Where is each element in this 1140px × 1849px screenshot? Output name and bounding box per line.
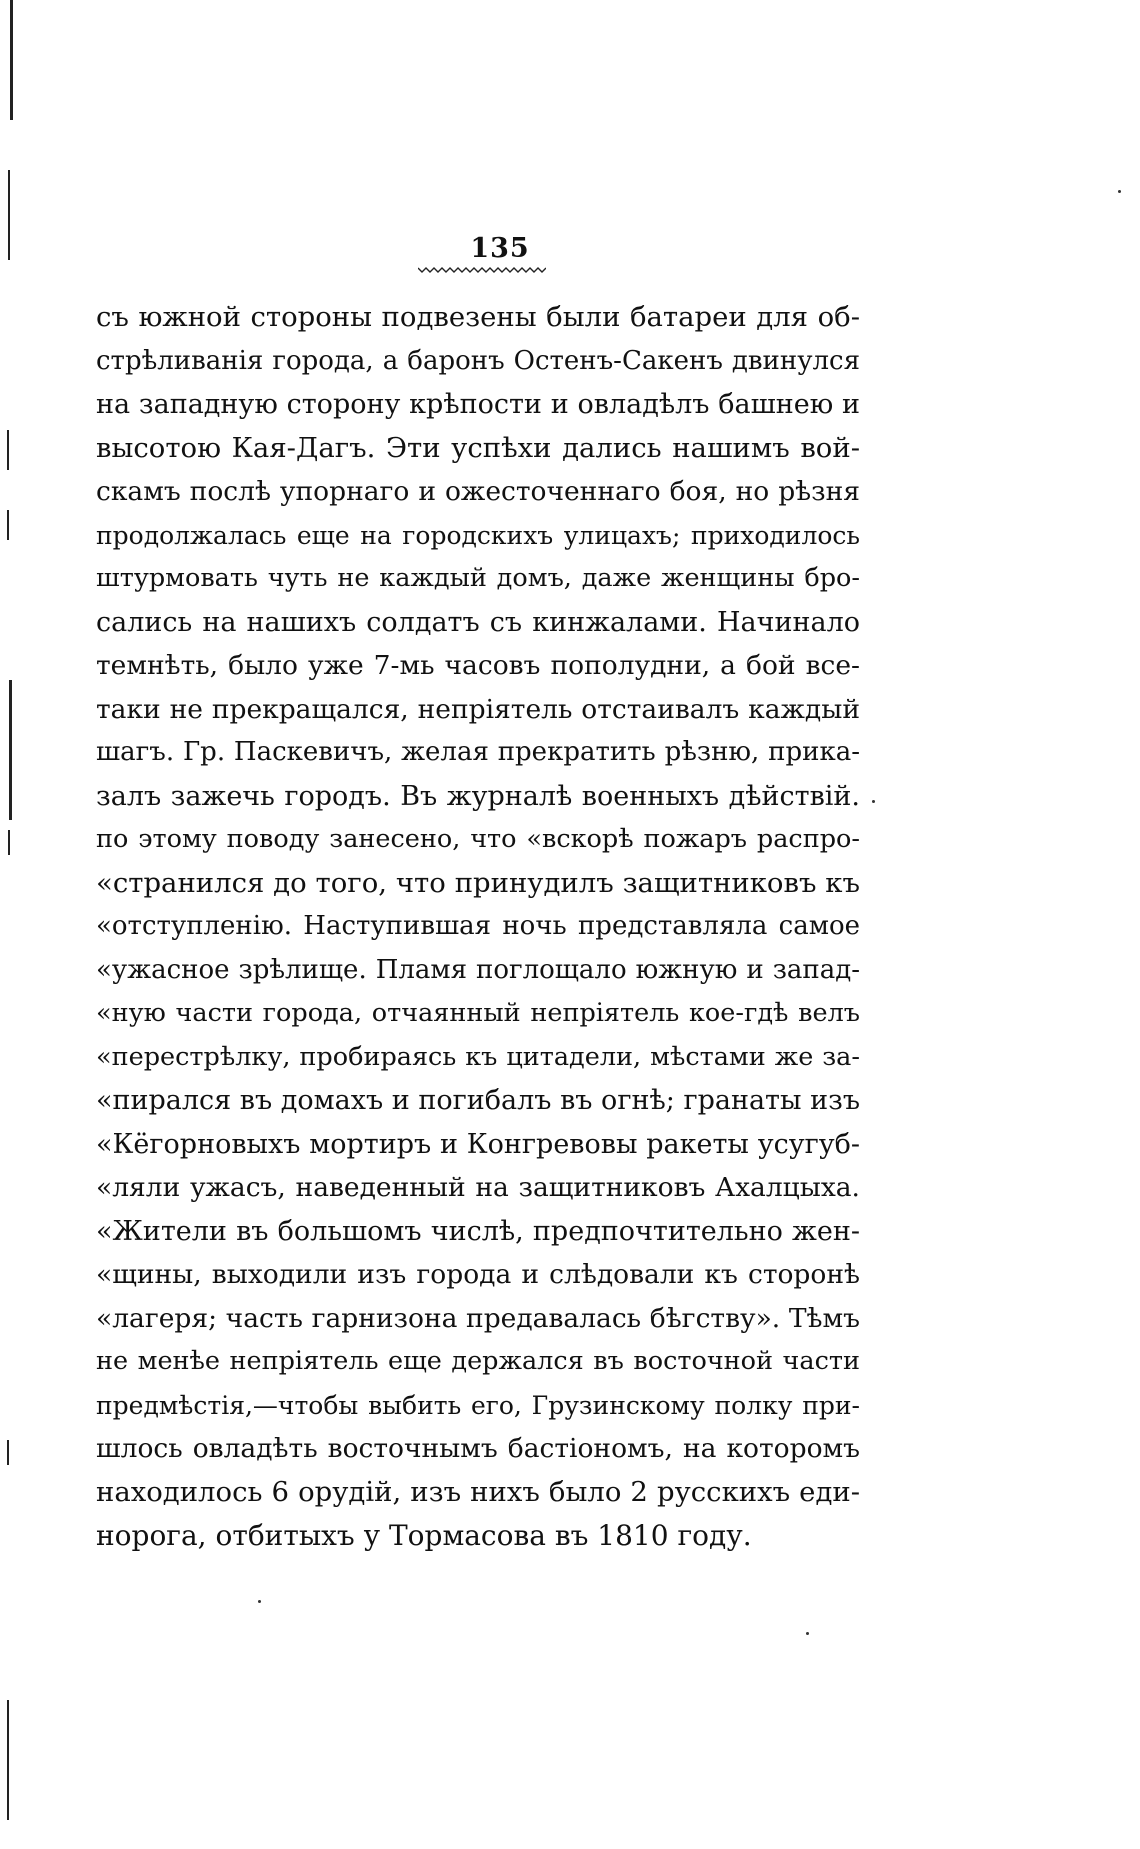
text-line: на западную сторону крѣпости и овладѣлъ башнею и: [96, 389, 860, 420]
scan-edge-mark: [8, 170, 10, 260]
scan-edge-mark: [7, 1440, 9, 1465]
text-line: высотою Кая-Дагъ. Эти успѣхи дались нашимъ вой-: [96, 431, 860, 464]
scan-edge-mark: [7, 430, 9, 470]
text-line: «перестрѣлку, пробираясь къ цитадели, мѣстами же за-: [96, 1041, 860, 1072]
scan-speck: [872, 800, 875, 803]
text-line: «ужасное зрѣлище. Пламя поглощало южную и запад-: [96, 954, 860, 985]
scan-edge-mark: [7, 510, 9, 540]
text-line: «щины, выходили изъ города и слѣдовали къ сторонѣ: [96, 1259, 860, 1290]
scan-speck: [258, 1600, 261, 1603]
scan-edge-mark: [10, 0, 13, 120]
text-line: «пирался въ домахъ и погибалъ въ огнѣ; гранаты изъ: [96, 1085, 860, 1116]
text-line: «Кёгорновыхъ мортиръ и Конгревовы ракеты усугуб-: [96, 1128, 860, 1160]
scan-edge-mark: [8, 830, 10, 855]
text-line: шлось овладѣть восточнымъ бастіономъ, на которомъ: [96, 1433, 860, 1464]
body-text: [96, 296, 860, 1558]
scan-edge-mark: [9, 680, 12, 820]
scan-speck: [1118, 190, 1121, 193]
text-line: съ южной стороны подвезены были батареи для об-: [96, 301, 860, 333]
page-number-ornament: [418, 266, 546, 274]
text-line: «ляли ужасъ, наведенный на защитниковъ Ахалцыха.: [96, 1172, 860, 1203]
text-line: по этому поводу занесено, что «вскорѣ пожаръ распро-: [96, 824, 860, 854]
text-line: «странился до того, что принудилъ защитниковъ къ: [96, 866, 860, 899]
text-line: «Жители въ большомъ числѣ, предпочтительно жен-: [96, 1215, 860, 1247]
page-number: 135: [470, 233, 530, 264]
text-line: не менѣе непріятель еще держался въ восточной части: [96, 1346, 860, 1376]
text-line: находилось 6 орудій, изъ нихъ было 2 русскихъ еди-: [96, 1475, 860, 1508]
text-line: «ную части города, отчаянный непріятель кое-гдѣ велъ: [96, 998, 860, 1028]
text-line: предмѣстія,—чтобы выбить его, Грузинскому полку при-: [96, 1390, 860, 1420]
text-line: сались на нашихъ солдатъ съ кинжалами. Начинало: [96, 606, 860, 638]
scan-edge-mark: [7, 1700, 9, 1820]
text-line: темнѣть, было уже 7-мь часовъ пополудни, а бой все-: [96, 650, 860, 681]
text-line: норога, отбитыхъ у Тормасова въ 1810 году.: [96, 1519, 752, 1552]
text-line: таки не прекращался, непріятель отстаивалъ каждый: [96, 693, 860, 725]
text-line: штурмовать чуть не каждый домъ, даже женщины бро-: [96, 563, 860, 593]
text-line: продолжалась еще на городскихъ улицахъ; приходилось: [96, 520, 860, 550]
text-line: стрѣливанія города, а баронъ Остенъ-Сакенъ двинулся: [96, 345, 860, 376]
text-line: «лагеря; часть гарнизона предавалась бѣгству». Тѣмъ: [96, 1302, 860, 1334]
text-line: шагъ. Гр. Паскевичъ, желая прекратить рѣзню, прика-: [96, 737, 860, 767]
text-line: скамъ послѣ упорнаго и ожесточеннаго боя, но рѣзня: [96, 476, 860, 507]
text-line: залъ зажечь городъ. Въ журналѣ военныхъ дѣйствій.: [96, 780, 860, 812]
text-line: «отступленію. Наступившая ночь представляла самое: [96, 911, 860, 941]
scan-speck: [806, 1632, 809, 1635]
